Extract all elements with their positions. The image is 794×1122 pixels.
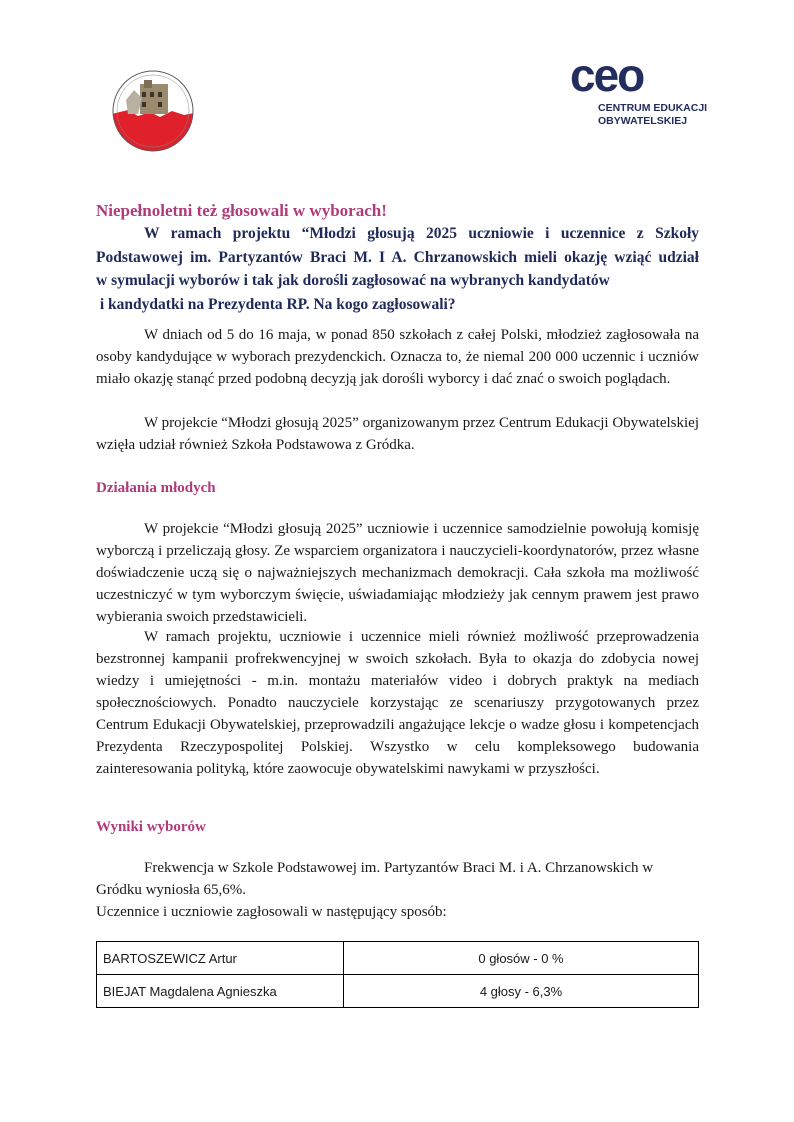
ceo-logo-line2: OBYWATELSKIEJ	[598, 115, 688, 127]
page-title: Niepełnoletni też głosowali w wyborach!	[96, 201, 387, 220]
candidate-result: 4 głosy - 6,3%	[344, 975, 699, 1008]
intro-paragraph-1: W dniach od 5 do 16 maja, w ponad 850 szkołach z całej Polski, młodzież zagłosowała na osoby kandydujące w wyborach prezydenckich. Oznacza to, że niemal 200 000 uczennic i uczniów miało okazję stanąć przed podobną decyzją jak dorośli wyborcy i dać znać o swoich poglądach.	[96, 327, 699, 387]
candidate-name: BIEJAT Magdalena Agnieszka	[97, 975, 344, 1008]
school-logo	[112, 70, 194, 152]
table-row	[97, 975, 699, 1008]
lead-line-3: w symulacji wyborów i tak jak dorośli zagłosować na wybranych kandydatów	[96, 272, 610, 289]
candidate-result: 0 głosów - 0 %	[344, 942, 699, 975]
lead-paragraph	[96, 222, 699, 316]
lead-line-4: i kandydatki na Prezydenta RP. Na kogo zagłosowali?	[96, 295, 456, 313]
table-row	[97, 942, 699, 975]
intro-paragraph-2: W projekcie “Młodzi głosują 2025” organizowanym przez Centrum Edukacji Obywatelskiej wzięła udział również Szkoła Podstawowa z Gródka.	[96, 415, 699, 453]
turnout-text: Frekwencja w Szkole Podstawowej im. Partyzantów Braci M. i A. Chrzanowskich w Gródku wyniosła 65,6%.	[96, 860, 654, 898]
results-intro-text: Uczennice i uczniowie zagłosowali w następujący sposób:	[96, 904, 447, 920]
lead-line-1: W ramach projektu “Młodzi głosują 2025 uczniowie i uczennice z Szkoły	[144, 225, 699, 242]
results-table	[96, 941, 699, 1008]
ceo-logo	[568, 49, 708, 130]
lead-line-2: Podstawowej im. Partyzantów Braci M. I A. Chrzanowskich mieli okazję wziąć udział	[96, 248, 699, 266]
actions-paragraph-1: W projekcie “Młodzi głosują 2025” uczniowie i uczennice samodzielnie powołują komisję wyborczą i przeliczają głosy. Ze wsparciem organizatora i nauczycieli-koordynatorów, przez własne doświadczenie uczą się o najważniejszych mechanizmach demokracji. Cała szkoła ma możliwość uczestniczyć w tym wyborczym święcie, uświadamiając młodzieży jak cennym prawem jest prawo wybierania swoich przedstawicieli.	[96, 521, 699, 625]
actions-paragraph-2: W ramach projektu, uczniowie i uczennice mieli również możliwość przeprowadzenia bezstronnej kampanii profrekwencyjnej w swoich szkołach. Była to okazja do zdobycia nowej wiedzy i umiejętności - m.in. montażu materiałów video i dobrych praktyk na mediach społecznościowych. Ponadto nauczyciele korzystając ze scenariuszy przygotowanych przez Centrum Edukacji Obywatelskiej, przeprowadzili angażujące lekcje o wadze głosu i kompetencjach Prezydenta Rzeczypospolitej Polskiej. Wszystko w celu kompleksowego budowania zainteresowania polityką, które zaowocuje obywatelskimi nawykami w przyszłości.	[96, 629, 699, 777]
section-heading-results: Wyniki wyborów	[96, 819, 206, 835]
ceo-logo-line1: CENTRUM EDUKACJI	[598, 102, 708, 114]
ceo-logo-wordmark: ceo	[570, 49, 644, 101]
section-heading-actions: Działania młodych	[96, 480, 216, 496]
results-intro	[96, 857, 699, 923]
candidate-name: BARTOSZEWICZ Artur	[97, 942, 344, 975]
